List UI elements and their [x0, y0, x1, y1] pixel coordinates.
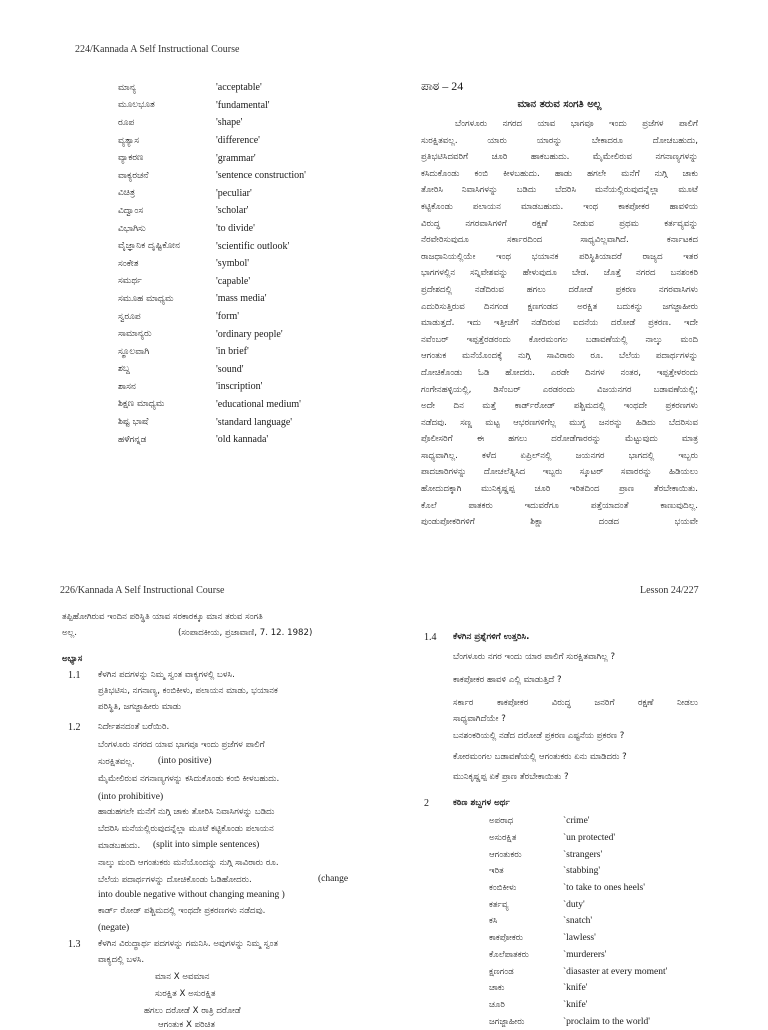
glossary-row — [118, 132, 306, 150]
glossary-meaning: 'difference' — [216, 135, 260, 147]
glossary-row — [118, 167, 306, 185]
essay-line: ಬೆಂಗಳೂರು ನಗರದ ಯಾವ ಭಾಗವೂ ಇಂದು ಪ್ರಜೆಗಳ ಪಾಲಿಗೆ — [455, 119, 698, 129]
glossary-row — [118, 97, 306, 115]
glossary-row — [489, 880, 667, 897]
glossary-term: ಶಾಸನ — [118, 381, 136, 392]
essay-line: ಕಟ್ಟಿಕೊಂಡು ಪಲಾಯನ ಮಾಡಬಹುದು. ಇಂಥ ಕಾಕಪೋಕರ ಹಾವಳಿಯ — [421, 201, 698, 212]
essay-line: ಅದೇ ದಿನ ಮತ್ತೆ ಕಾರ್ಡ್‌ರೋಡ್ ಪಶ್ಚಿಮದಲ್ಲಿ ಇಂಥದೇ ಪ್ರಕರಣಗಳು — [421, 401, 698, 412]
glossary-meaning: `murderers' — [563, 949, 607, 960]
glossary-meaning: `to take to ones heels' — [563, 883, 645, 894]
essay-line: ಪ್ರತಿಭಟಿಸಿದವರಿಗೆ ಚೂರಿ ಹಾಕಬಹುದು. ಮೈಮೇಲಿರುವ ನಗನಾಣ್ಯಗಳನ್ನು — [421, 152, 698, 163]
glossary-row — [489, 863, 667, 880]
glossary-term: ಅಸುರಕ್ಷಿತ — [489, 833, 517, 844]
essay-body — [421, 116, 698, 531]
glossary-row — [118, 149, 306, 167]
glossary-term: ವಾಕ್ಯರಚನೆ — [118, 170, 149, 181]
exercise-sentence: ಹಾಡುಹಗಲೇ ಮನೆಗೆ ನುಗ್ಗಿ ಚಾಕು ತೋರಿಸಿ ನಿವಾಸಿಗಳನ್ನು ಬಡಿದು — [98, 807, 275, 817]
exercise-sentence: ನಾಲ್ಕು ಮಂದಿ ಆಗಂತುಕರು ಮನೆಯೊಂದನ್ನು ನುಗ್ಗಿ ಸಾವಿರಾರು ರೂ. — [98, 858, 279, 868]
glossary-meaning: `lawless' — [563, 933, 596, 944]
glossary-row — [489, 947, 667, 964]
glossary-term: ಕಸಿ — [489, 916, 498, 927]
glossary-term: ಶಿಕ್ಷಣ ಮಾಧ್ಯಮ — [118, 399, 165, 410]
essay-line: ನಡೆದವು. ಸಣ್ಣ ಮಟ್ಟ ಆಭರಣಗಳಿಗೆಲ್ಲ ಮುಗ್ಧ ಜನರನ್ನು ಹಿಡಿದು ಬೆದರಿಸುವ — [421, 417, 698, 428]
glossary-meaning: 'educational medium' — [216, 398, 301, 410]
difficult-words-list — [489, 813, 667, 1030]
exercise-sentence: ಸುರಕ್ಷಿತವಲ್ಲ. — [98, 757, 135, 767]
continued-paragraph-line: ತಪ್ಪಿಹೋಗಿರುವ ಇಂದಿನ ಪರಿಸ್ಥಿತಿ ಯಾವ ಸರಕಾರಕ್ಕೂ ಮಾನ ತರುವ ಸಂಗತಿ — [62, 612, 263, 622]
essay-line: ಗಂಗೇನಹಳ್ಳಿಯಲ್ಲಿ, ಡಿಸೆಂಬರ್ ಎರಡರಂದು ವಿಜಯನಗರ ಬಡಾವಣೆಯಲ್ಲಿ; — [421, 384, 698, 395]
glossary-term: ಸಾಮಾನ್ಯರು — [118, 329, 152, 340]
exercise-title: ನಿರ್ದೇಶನದಂತೆ ಬರೆಯಿರಿ. — [98, 722, 170, 732]
glossary-meaning: 'sentence construction' — [216, 170, 306, 182]
question: ಕೋರಮಂಗಲ ಬಡಾವಣೆಯಲ್ಲಿ ಆಗಂತುಕರು ಏನು ಮಾಡಿದರು ? — [453, 752, 627, 762]
glossary-meaning: `stabbing' — [563, 866, 601, 877]
glossary-row — [118, 202, 306, 220]
glossary-row — [118, 114, 306, 132]
glossary-term: ಶಿಷ್ಟ ಭಾಷೆ — [118, 417, 149, 428]
glossary-meaning: 'acceptable' — [216, 82, 262, 94]
glossary-meaning: `crime' — [563, 816, 590, 827]
question: ಸಾಧ್ಯವಾಗಿದೆಯೇ ? — [453, 714, 506, 724]
glossary-row — [489, 1013, 667, 1030]
glossary-meaning: 'symbol' — [216, 258, 250, 270]
essay-line: ಕಸಿದುಕೊಂಡು ಕಂಬಿ ಕೀಳಬಹುದು. ಹಾಡು ಹಗಲೇ ಮನೆಗೆ ನುಗ್ಗಿ ಚಾಕು — [421, 168, 698, 179]
glossary-term: ಶಬ್ದ — [118, 364, 130, 375]
exercise-number: 1.2 — [68, 722, 81, 733]
glossary-meaning: 'mass media' — [216, 293, 267, 305]
glossary-term: ಚಾಕು — [489, 983, 505, 994]
essay-title: ಮಾನ ತರುವ ಸಂಗತಿ ಅಲ್ಲ — [517, 99, 602, 110]
exercise-number: 1.3 — [68, 939, 81, 950]
glossary-row — [489, 830, 667, 847]
glossary-term: ಚೂರಿ — [489, 999, 505, 1010]
exercise-instruction: (into positive) — [158, 756, 212, 766]
essay-line: ಸಾಧ್ಯವಾಗಿಲ್ಲ. ಕಳೆದ ಏಪ್ರಿಲ್‌ನಲ್ಲಿ ಜಯನಗರ ಭಾಗದಲ್ಲಿ ಇಬ್ಬರು — [421, 450, 698, 461]
exercise-title: ಕೆಳಗಿನ ವಿರುದ್ಧಾರ್ಥ ಪದಗಳನ್ನು ಗಮನಿಸಿ. ಅವುಗಳನ್ನು ನಿಮ್ಮ ಸ್ವಂತ — [98, 939, 279, 949]
essay-line: ಮಾಡುತ್ತದೆ. ಇದು ಇತ್ತೀಚೆಗೆ ನಡೆದಿರುವ ಐದನೆಯ ದರೋಡೆ ಪ್ರಕರಣ. ಇದೇ — [421, 318, 698, 329]
exercise-sentence: ಕಾರ್ಡ್ ರೋಡ್ ಪಶ್ಚಿಮದಲ್ಲಿ ಇಂಥದೇ ಪ್ರಕರಣಗಳು ನಡೆದವು. — [98, 906, 266, 916]
essay-line: ನೆರವೇರಿಸುವುದೂ ಸರ್ಕಾರದಿಂದ ಸಾಧ್ಯವಿಲ್ಲವಾಗಿದೆ. ಕರ್ನಾಟಕದ — [421, 235, 698, 246]
glossary-meaning: 'capable' — [216, 275, 251, 287]
glossary-term: ಸಮರ್ಥ — [118, 276, 142, 287]
glossary-row — [489, 913, 667, 930]
essay-line: ಪುಂಡುಪೋಕರಿಗಳಿಗೆ ಶಿಕ್ಷಾ ದಂಡದ ಭಯವೇ — [421, 517, 698, 528]
glossary-row — [118, 343, 306, 361]
glossary-meaning: 'grammar' — [216, 152, 256, 164]
essay-line: ಭಾಗಗಳಲ್ಲಿನ ಸನ್ನಿವೇಶವನ್ನು ಹೇಳುವುದೂ ಬೇಡ. ಜೊತ್ತೆ ನಗರದ ಬನಶಂಕರಿ — [421, 268, 698, 279]
glossary-meaning: `diasaster at every moment' — [563, 966, 668, 977]
glossary-row — [118, 255, 306, 273]
glossary-meaning: 'scholar' — [216, 205, 249, 217]
exercise-instruction: (negate) — [98, 923, 130, 933]
essay-line: ತೋರಿಸಿ ನಿವಾಸಿಗಳನ್ನು ಬಡಿದು ಬೆದರಿಸಿ ಮನೆಯಲ್ಲಿರುವುದನ್ನೆಲ್ಲಾ ಮೂಟೆ — [421, 185, 698, 196]
exercise-sentence: ಬೆಲೆಯ ಪದಾರ್ಥಗಳನ್ನು ದೋಚಿಕೊಂಡು ಓಡಿಹೋದರು. — [98, 875, 252, 885]
glossary-meaning: 'form' — [216, 311, 240, 323]
glossary-term: ಆಗಂತುಕರು — [489, 849, 522, 860]
glossary-term: ಸಂಕೇತ — [118, 258, 139, 269]
essay-line: ರಾಜಧಾನಿಯಲ್ಲಿಯೇ ಇಂಥ ಭಯಾನಕ ಪರಿಸ್ಥಿತಿಯಾದರೆ ರಾಜ್ಯದ ಇತರ — [421, 251, 698, 262]
glossary-row — [118, 237, 306, 255]
exercise-words: ಪರಿಸ್ಥಿತಿ, ಜಗಜ್ಜಾಹೀರು ಮಾಡು — [98, 702, 182, 712]
exercise-heading: ಅಭ್ಯಾಸ — [62, 654, 83, 664]
essay-line: ಸುರಕ್ಷಿತವಲ್ಲ. ಯಾರು ಯಾರನ್ನು ಬೇಕಾದರೂ ದೋಚಬಹುದು, — [421, 135, 698, 146]
essay-line: ದೋಚಿಕೊಂಡು ಓಡಿ ಹೋದರು. ಎರಡೇ ದಿನಗಳ ನಂತರ, ಇಪ್ಪತ್ತೇಳರಂದು — [421, 367, 698, 378]
glossary-term: ಕಂಬಿಕೀಳು — [489, 883, 517, 894]
section-title: ಕಠಿಣ ಶಬ್ದಗಳ ಅರ್ಥ — [453, 798, 510, 808]
essay-line: ಆಗಂತುಕ ಮನೆಯೊಂದಕ್ಕೆ ನುಗ್ಗಿ ಸಾವಿರಾರು ರೂ. ಬೆಲೆಯ ಪದಾರ್ಥಗಳನ್ನು — [421, 351, 698, 362]
glossary-meaning: 'standard language' — [216, 416, 293, 428]
glossary-row — [118, 273, 306, 291]
glossary-meaning: `knife' — [563, 983, 588, 994]
exercise-instruction: (into prohibitive) — [98, 792, 164, 802]
glossary-term: ವ್ಯಾಕರಣ — [118, 153, 144, 164]
glossary-meaning: 'fundamental' — [216, 99, 270, 111]
glossary-row — [118, 325, 306, 343]
exercise-title: ಕೆಳಗಿನ ಪದಗಳನ್ನು ನಿಮ್ಮ ಸ್ವಂತ ವಾಕ್ಯಗಳಲ್ಲಿ ಬಳಸಿ. — [98, 670, 235, 680]
page-header-right: Lesson 24/227 — [640, 585, 699, 596]
page-header-left: 224/Kannada A Self Instructional Course — [75, 44, 240, 55]
glossary-meaning: `duty' — [563, 899, 585, 910]
lesson-title: ಪಾಠ – 24 — [421, 79, 464, 93]
glossary-term: ಮೂಲಭೂತ — [118, 100, 155, 111]
exercise-sentence: ಬೆಂಗಳೂರು ನಗರದ ಯಾವ ಭಾಗವೂ ಇಂದು ಪ್ರಜೆಗಳ ಪಾಲಿಗೆ — [98, 740, 265, 750]
glossary-term: ಸ್ವರೂಪ — [118, 311, 141, 322]
question: ಬೆಂಗಳೂರು ನಗರ ಇಂದು ಯಾರ ಪಾಲಿಗೆ ಸುರಕ್ಷಿತವಾಗಿಲ್ಲ ? — [453, 652, 616, 662]
exercise-sentence: ಬೆದರಿಸಿ ಮನೆಯಲ್ಲಿರುವುದನ್ನೆಲ್ಲಾ ಮೂಟೆ ಕಟ್ಟಿಕೊಂಡು ಪಲಾಯನ — [98, 824, 274, 834]
glossary-row — [489, 997, 667, 1014]
glossary-meaning: 'sound' — [216, 363, 244, 375]
glossary-meaning: 'inscription' — [216, 381, 263, 393]
essay-line: ಪಾದಚಾರಿಗಳನ್ನು ದೋಚಲೆತ್ನಿಸಿದ ಇಬ್ಬರು ಸ್ಕೂಟರ್ ಸವಾರರನ್ನು ಹಿಡಿಯಲು — [421, 467, 698, 478]
glossary-row — [118, 361, 306, 379]
glossary-meaning: `proclaim to the world' — [563, 1016, 650, 1027]
glossary-list — [118, 79, 306, 448]
page-header-left-2: 226/Kannada A Self Instructional Course — [60, 585, 225, 596]
glossary-meaning: `snatch' — [563, 916, 593, 927]
essay-line: ಕೊಲೆ ಪಾತಕರು ಇದುವರೆಗೂ ಪತ್ತೆಯಾದಂತೆ ಕಾಣುವುದಿಲ್ಲ. — [421, 500, 698, 511]
glossary-meaning: 'to divide' — [216, 223, 255, 235]
glossary-row — [118, 290, 306, 308]
exercise-sentence: ಮೈಮೇಲಿರುವ ನಗನಾಣ್ಯಗಳನ್ನು ಕಸಿದುಕೊಂಡು ಕಂಬಿ ಕೀಳಬಹುದು. — [98, 774, 280, 784]
glossary-row — [118, 396, 306, 414]
glossary-term: ಹಳೆಗನ್ನಡ — [118, 434, 147, 445]
glossary-meaning: 'scientific outlook' — [216, 240, 290, 252]
glossary-row — [489, 813, 667, 830]
glossary-row — [118, 431, 306, 449]
glossary-term: ಕ್ಷಣಗಂಡ — [489, 966, 514, 977]
glossary-row — [489, 980, 667, 997]
exercise-title: ವಾಕ್ಯದಲ್ಲಿ ಬಳಸಿ. — [98, 955, 145, 965]
glossary-meaning: `un protected' — [563, 833, 616, 844]
essay-line: ಪೊಲೀಸರಿಗೆ ಈ ಹಗಲು ದರೋಡೆಗಾರರನ್ನು ಮೆಟ್ಟುವುದು ಮಾತ್ರ — [421, 434, 698, 445]
exercise-instruction: into double negative without changing meaning ) — [98, 890, 285, 900]
opposite-pair: ಹಗಲು ದರೋಡೆ X ರಾತ್ರಿ ದರೋಡೆ — [144, 1006, 241, 1016]
essay-line: ವಿರುದ್ಧ ನಗರವಾಸಿಗಳಿಗೆ ರಕ್ಷಣೆ ನೀಡುವ ಪ್ರಥಮ ಕರ್ತವ್ಯವನ್ನು — [421, 218, 698, 229]
exercise-words: ಪ್ರತಿಭಟಿಸು, ನಗನಾಣ್ಯ, ಕಂಬಿಕೀಳು, ಪಲಾಯನ ಮಾಡು, ಭಯಾನಕ — [98, 686, 278, 696]
glossary-term: ವಿದ್ವಾಂಸ — [118, 205, 144, 216]
glossary-row — [118, 220, 306, 238]
exercise-sentence: ಮಾಡಬಹುದು. — [98, 841, 141, 851]
exercise-instruction: (change — [318, 874, 349, 884]
glossary-term: ವಿಚಿತ್ರ — [118, 188, 136, 199]
glossary-term: ಕೊಲೆಪಾತಕರು — [489, 949, 529, 960]
question: ಬನಶಂಕರಿಯಲ್ಲಿ ನಡೆದ ದರೋಡೆ ಪ್ರಕರಣ ಎಷ್ಟನೆಯ ಪ್ರಕರಣ ? — [453, 731, 625, 741]
opposite-pair: ಸುರಕ್ಷಿತ X ಅಸುರಕ್ಷಿತ — [155, 989, 216, 999]
glossary-term: ವ್ಯತ್ಯಾಸ — [118, 135, 139, 146]
glossary-term: ಅಪರಾಧ — [489, 816, 514, 827]
glossary-row — [118, 79, 306, 97]
glossary-row — [489, 896, 667, 913]
opposite-pair: ಮಾನ X ಅವಮಾನ — [155, 972, 210, 982]
glossary-term: ಕರ್ತವ್ಯ — [489, 899, 509, 910]
glossary-row — [118, 185, 306, 203]
glossary-meaning: 'ordinary people' — [216, 328, 283, 340]
essay-line: ನವೆಂಬರ್ ಇಪ್ಪತ್ತೆರಡರಂದು ಕೋರಮಂಗಲ ಬಡಾವಣೆಯಲ್ಲಿ ನಾಲ್ಕು ಮಂದಿ — [421, 334, 698, 345]
question: ಸರ್ಕಾರ ಕಾಕಪೋಕರ ವಿರುದ್ಧ ಜನರಿಗೆ ರಕ್ಷಣೆ ನೀಡಲು — [453, 698, 698, 708]
glossary-term: ಸ್ಥೂಲವಾಗಿ — [118, 346, 150, 357]
glossary-term: ರೂಪ — [118, 117, 135, 128]
opposite-pair: ಆಗಂತುಕ X ಪರಿಚಿತ — [158, 1020, 216, 1030]
glossary-meaning: 'peculiar' — [216, 187, 252, 199]
glossary-meaning: `strangers' — [563, 849, 603, 860]
essay-line: ಪ್ರದೇಶದಲ್ಲಿ ನಡೆದಿರುವ ಹಗಲು ದರೋಡೆ ಪ್ರಕರಣ ನಗರವಾಸಿಗಳು — [421, 284, 698, 295]
essay-line: ಎದುರಿಸುತ್ತಿರುವ ದಿನಗಂಡ ಕ್ಷಣಗಂಡದ ಅರಕ್ಷಿತ ಬದುಕನ್ನು ಜಗಜ್ಜಾಹೀರು — [421, 301, 698, 312]
glossary-row — [489, 846, 667, 863]
glossary-meaning: 'shape' — [216, 117, 243, 129]
glossary-row — [118, 308, 306, 326]
glossary-row — [118, 413, 306, 431]
glossary-term: ಕಾಕಪೋಕರು — [489, 933, 523, 944]
citation: (ಸಂಪಾದಕೀಯ, ಪ್ರಜಾವಾಣಿ, 7. 12. 1982) — [178, 628, 313, 638]
glossary-term: ವಿಭಾಗಿಸು — [118, 223, 146, 234]
exercise-instruction: (split into simple sentences) — [153, 840, 260, 850]
glossary-term: ಜಗಜ್ಜಾಹೀರು — [489, 1016, 525, 1027]
glossary-term: ಮಾನ್ಯ — [118, 82, 136, 93]
glossary-term: ವೈಜ್ಞಾನಿಕ ದೃಷ್ಟಿಕೋನ — [118, 241, 181, 252]
exercise-number: 1.4 — [424, 632, 437, 643]
essay-line: ಹೋದುದಕ್ಕಾಗಿ ಮುನಿಕೃಷ್ಣಪ್ಪ ಚೂರಿ ಇರಿತದಿಂದ ಪ್ರಾಣ ತೆರಬೇಕಾಯಿತು. — [421, 484, 698, 495]
glossary-row — [118, 378, 306, 396]
glossary-term: ಇರಿತ — [489, 866, 504, 877]
glossary-row — [489, 930, 667, 947]
exercise-number: 1.1 — [68, 670, 81, 681]
section-number: 2 — [424, 798, 429, 809]
continued-paragraph-line: ಅಲ್ಲ. — [62, 628, 77, 638]
exercise-title: ಕೆಳಗಿನ ಪ್ರಶ್ನೆಗಳಿಗೆ ಉತ್ತರಿಸಿ. — [453, 632, 530, 642]
question: ಮುನಿಕೃಷ್ಣಪ್ಪ ಏಕೆ ಪ್ರಾಣ ತೆರಬೇಕಾಯಿತು ? — [453, 772, 569, 782]
glossary-meaning: 'in brief' — [216, 346, 249, 358]
question: ಕಾಕಪೋಕರ ಹಾವಳಿ ಎಲ್ಲಿ ಮಾಡುತ್ತಿದೆ ? — [453, 675, 562, 685]
glossary-meaning: 'old kannada' — [216, 434, 269, 446]
glossary-meaning: `knife' — [563, 999, 588, 1010]
glossary-term: ಸಮೂಹ ಮಾಧ್ಯಮ — [118, 293, 174, 304]
glossary-row — [489, 963, 667, 980]
